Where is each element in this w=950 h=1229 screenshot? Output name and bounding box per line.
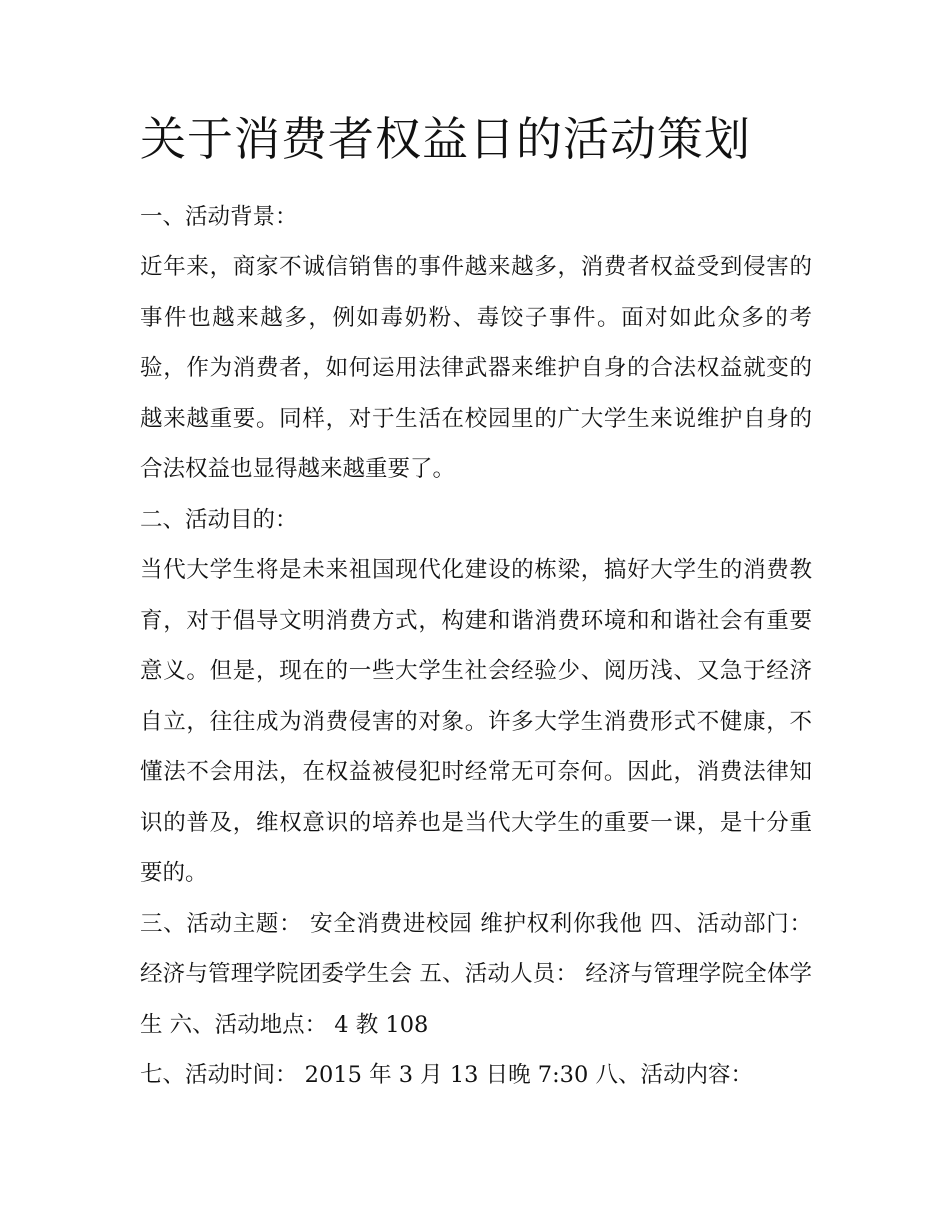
paragraph-time-content: 七、活动时间： 2015 年 3 月 13 日晚 7:30 八、活动内容： [140, 1062, 753, 1089]
paragraph-background: 近年来，商家不诚信销售的事件越来越多，消费者权益受到侵害的事件也越来越多，例如毒奶粉、毒饺子事件。面对如此众多的考验，作为消费者，如何运用法律武器来维护自身的合法权益就变的越来越重要。同样，对于生活在校园里的广大学生来说维护自身的合法权益也显得越来越重要了。 [140, 254, 812, 483]
document-page [140, 110, 812, 1101]
section-heading-background: 一、活动背景： [140, 203, 298, 230]
paragraph-theme-department-personnel-location: 三、活动主题： 安全消费进校园 维护权利你我他 四、活动部门： 经济与管理学院团委学生会 五、活动人员： 经济与管理学院全体学生 六、活动地点： 4 教 108 [140, 910, 812, 1038]
section-heading-purpose: 二、活动目的： [140, 506, 298, 533]
paragraph-purpose: 当代大学生将是未来祖国现代化建设的栋梁，搞好大学生的消费教育，对于倡导文明消费方式，构建和谐消费环境和和谐社会有重要意义。但是，现在的一些大学生社会经验少、阅历浅、又急于经济自立，往往成为消费侵害的对象。许多大学生消费形式不健康，不懂法不会用法，在权益被侵犯时经常无可奈何。因此，消费法律知识的普及，维权意识的培养也是当代大学生的重要一课，是十分重要的。 [140, 557, 812, 887]
document-title: 关于消费者权益日的活动策划 [140, 112, 751, 166]
